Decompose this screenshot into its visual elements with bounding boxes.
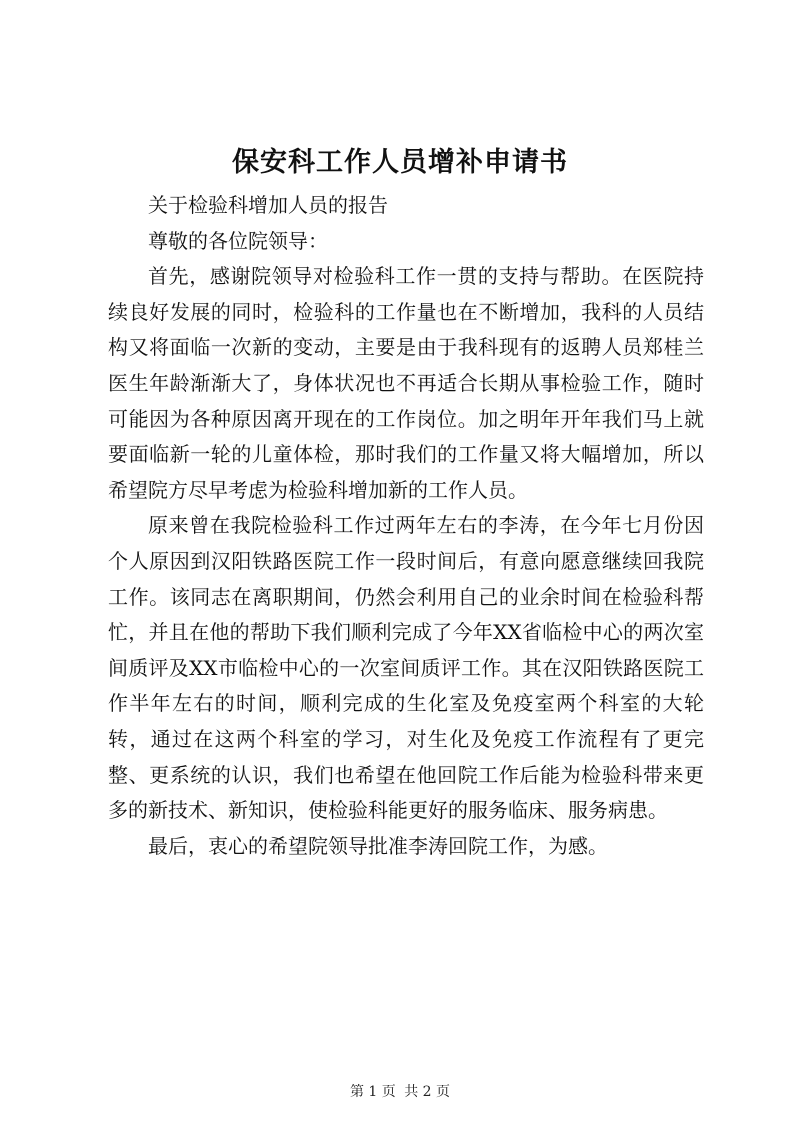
paragraph-2: 原来曾在我院检验科工作过两年左右的李涛，在今年七月份因个人原因到汉阳铁路医院工作一段时间后，有意向愿意继续回我院工作。该同志在离职期间，仍然会利用自己的业余时间在检验科帮忙，并且在他的帮助下我们顺利完成了今年XX省临检中心的两次室间质评及XX市临检中心的一次室间质评工作。其在汉阳铁路医院工作半年左右的时间，顺利完成的生化室及免疫室两个科室的大轮转，通过在这两个科室的学习，对生化及免疫工作流程有了更完整、更系统的认识，我们也希望在他回院工作后能为检验科带来更多的新技术、新知识，使检验科能更好的服务临床、服务病患。: [108, 513, 704, 823]
page-footer: [0, 1081, 800, 1101]
subtitle-line: 关于检验科增加人员的报告: [148, 193, 388, 217]
page-total: 共 2 页: [404, 1084, 451, 1100]
salutation-line: 尊敬的各位院领导：: [148, 228, 328, 253]
document-body: [108, 188, 704, 864]
document-title: 保安科工作人员增补申请书: [232, 147, 568, 178]
page-number: 第 1 页: [349, 1084, 396, 1100]
paragraph-1: 首先，感谢院领导对检验科工作一贯的支持与帮助。在医院持续良好发展的同时，检验科的工作量也在不断增加，我科的人员结构又将面临一次新的变动，主要是由于我科现有的返聘人员郑桂兰医生年龄渐渐大了，身体状况也不再适合长期从事检验工作，随时可能因为各种原因离开现在的工作岗位。加之明年开年我们马上就要面临新一轮的儿童体检，那时我们的工作量又将大幅增加，所以希望院方尽早考虑为检验科增加新的工作人员。: [108, 264, 704, 502]
paragraph-3: 最后，衷心的希望院领导批准李涛回院工作，为感。: [148, 833, 608, 858]
